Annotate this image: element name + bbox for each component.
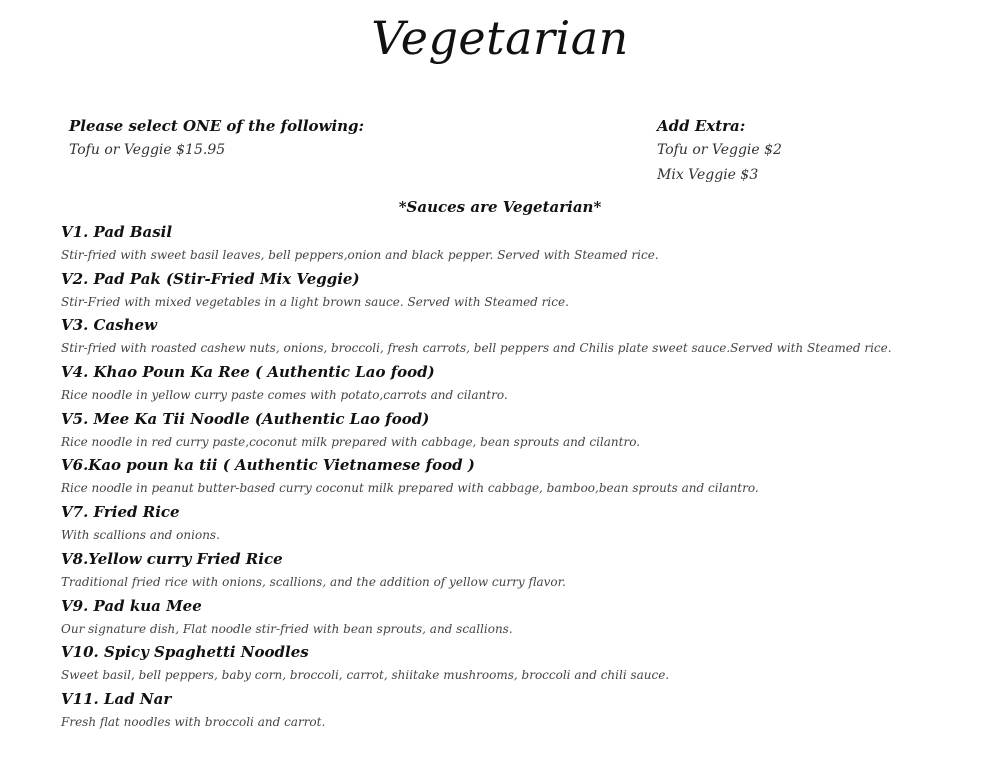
menu-item-description: Stir-fried with roasted cashew nuts, onions, broccoli, fresh carrots, bell peppers and Chilis plate sweet sauce.Served with Steamed rice.	[61, 341, 892, 356]
menu-item-name: V1. Pad Basil	[61, 223, 173, 241]
menu-item-description: Fresh flat noodles with broccoli and carrot.	[61, 714, 326, 729]
menu-item-name: V7. Fried Rice	[61, 503, 180, 522]
menu-item-description: Rice noodle in yellow curry paste comes with potato,carrots and cilantro.	[61, 388, 508, 403]
menu-item	[61, 220, 991, 267]
menu-item	[61, 407, 991, 454]
menu-item-name: V10. Spicy Spaghetti Noodles	[61, 643, 309, 662]
menu-item-description: Sweet basil, bell peppers, baby corn, broccoli, carrot, shiitake mushrooms, broccoli and chili sauce.	[61, 668, 670, 683]
menu-item-name: V9. Pad kua Mee	[61, 596, 202, 615]
menu-item	[61, 360, 991, 407]
menu-item-name: V11. Lad Nar	[61, 689, 172, 708]
menu-item-description: Stir-fried with sweet basil leaves, bell peppers,onion and black pepper. Served with Steamed rice.	[61, 248, 659, 262]
menu-item	[61, 547, 991, 594]
menu-item-name: V3. Cashew	[61, 316, 157, 335]
extra-option: Tofu or Veggie $2	[657, 142, 782, 158]
menu-item-name: V8.Yellow curry Fried Rice	[61, 549, 283, 568]
menu-item	[61, 687, 991, 734]
page-title: Vegetarian	[371, 11, 629, 65]
select-option-price: Tofu or Veggie $15.95	[69, 142, 226, 158]
menu-item-name: V2. Pad Pak (Stir-Fried Mix Veggie)	[61, 269, 360, 288]
sauce-note: *Sauces are Vegetarian*	[398, 198, 602, 216]
menu-item-name: V4. Khao Poun Ka Ree ( Authentic Lao food)	[61, 363, 435, 382]
menu-item-description: Our signature dish, Flat noodle stir-fried with bean sprouts, and scallions.	[61, 621, 513, 636]
add-extra-section	[657, 114, 782, 188]
menu-item	[61, 453, 991, 500]
menu-item-description: Rice noodle in red curry paste,coconut milk prepared with cabbage, bean sprouts and cilantro.	[61, 434, 641, 449]
menu-item-description: Traditional fried rice with onions, scallions, and the addition of yellow curry flavor.	[61, 574, 566, 589]
menu-item-description: With scallions and onions.	[61, 528, 220, 543]
menu-item	[61, 594, 991, 641]
menu-item	[61, 640, 991, 687]
add-extra-heading: Add Extra:	[657, 117, 746, 135]
select-one-heading: Please select ONE of the following:	[69, 117, 365, 135]
select-one-section	[69, 114, 364, 163]
menu-list	[61, 220, 991, 734]
extra-option: Mix Veggie $3	[657, 167, 759, 183]
menu-item-name: V5. Mee Ka Tii Noodle (Authentic Lao food)	[61, 409, 430, 428]
menu-item-description: Rice noodle in peanut butter-based curry coconut milk prepared with cabbage, bamboo,bean sprouts and cilantro.	[61, 481, 759, 496]
menu-item	[61, 313, 991, 360]
menu-item-name: V6.Kao poun ka tii ( Authentic Vietnamese food )	[61, 456, 475, 475]
menu-item-description: Stir-Fried with mixed vegetables in a light brown sauce. Served with Steamed rice.	[61, 294, 569, 309]
menu-item	[61, 500, 991, 547]
menu-item	[61, 267, 991, 314]
